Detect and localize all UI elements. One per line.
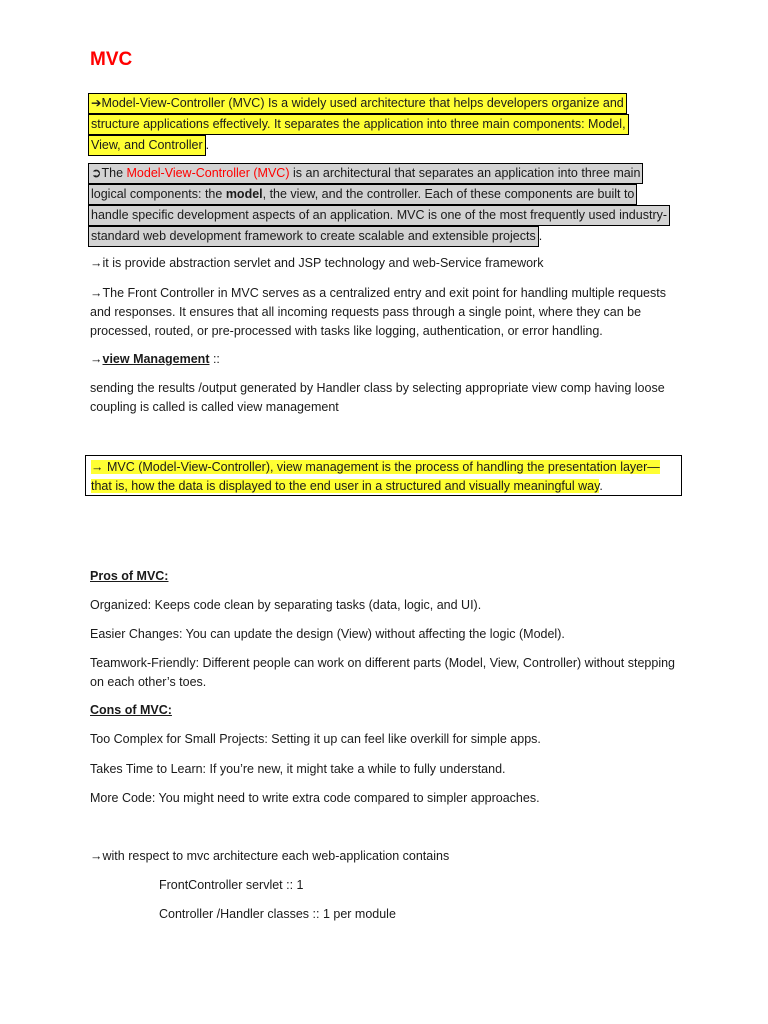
p2-line-4: standard web development framework to create scalable and extensible projects — [88, 226, 539, 247]
view-management-box: → MVC (Model-View-Controller), view management is the process of handling the presentation layer— that is, how the data is displayed to the end user in a structured and visually meaningful way. — [85, 455, 682, 496]
list-item: Controller /Handler classes :: 1 per module — [159, 907, 396, 921]
view-management-heading: view Management — [102, 352, 210, 366]
mvc-definition-2: ➲The Model-View-Controller (MVC) is an architectural that separates an application into three main logical components: the model, the view, and the controller. Each of these components are built to handle specific development aspects of an application. MVC is one of the most frequently used industry- standard web development framework to create scalable and extensible projects . — [88, 163, 670, 247]
cons-heading: Cons of MVC: — [90, 703, 172, 717]
p1-line-3: View, and Controller — [88, 135, 206, 156]
front-controller-paragraph: →The Front Controller in MVC serves as a centralized entry and exit point for handling multiple requests and responses. It ensures that all incoming requests pass through a single point, where they can be processed, routed, or pre-processed with tasks like logging, authentication, or error handling. — [90, 286, 666, 338]
p7-line-1: → MVC (Model-View-Controller), view management is the process of handling the presentation layer— — [91, 460, 660, 474]
abstraction-paragraph: →it is provide abstraction servlet and JSP technology and web-Service framework — [90, 256, 544, 270]
arrow-icon: ➲ — [91, 166, 102, 180]
cons-item: Takes Time to Learn: If you’re new, it might take a while to fully understand. — [90, 762, 506, 776]
view-management-heading-line: →view Management :: — [90, 352, 220, 366]
p2-line-2: logical components: the model, the view, and the controller. Each of these components are built to — [88, 184, 637, 205]
doc-title: MVC — [90, 49, 133, 70]
p2-line-3: handle specific development aspects of an application. MVC is one of the most frequently used industry- — [88, 205, 670, 226]
cons-item: Too Complex for Small Projects: Setting it up can feel like overkill for simple apps. — [90, 732, 541, 746]
arrow-icon: → — [90, 352, 103, 366]
p1-line-1: ➔Model-View-Controller (MVC) Is a widely used architecture that helps developers organize and — [88, 93, 627, 114]
model-term: model — [225, 187, 263, 201]
p7-line-2: that is, how the data is displayed to the end user in a structured and visually meaningful way — [91, 479, 600, 493]
mvc-definition-1: ➔Model-View-Controller (MVC) Is a widely used architecture that helps developers organize and structure applications effectively. It separates the application into three main components: Model, View, and Controller . — [88, 93, 629, 156]
p2-line-1: ➲The Model-View-Controller (MVC) is an architectural that separates an application into three main — [88, 163, 643, 184]
pros-item: Teamwork-Friendly: Different people can work on different parts (Model, View, Controller) without stepping on each other’s toes. — [90, 656, 676, 689]
pros-item: Organized: Keeps code clean by separating tasks (data, logic, and UI). — [90, 598, 482, 612]
cons-item: More Code: You might need to write extra code compared to simpler approaches. — [90, 791, 540, 805]
arrow-icon: ➔ — [91, 96, 102, 110]
pros-item: Easier Changes: You can update the design (View) without affecting the logic (Model). — [90, 627, 565, 641]
mvc-term: Model-View-Controller (MVC) — [126, 166, 290, 180]
p1-line-2: structure applications effectively. It separates the application into three main components: Model, — [88, 114, 629, 135]
pros-heading: Pros of MVC: — [90, 569, 169, 583]
web-app-contains-paragraph: →with respect to mvc architecture each web-application contains — [90, 849, 450, 863]
view-management-paragraph: sending the results /output generated by Handler class by selecting appropriate view comp having loose coupling is called is called view management — [90, 381, 665, 414]
arrow-icon: → — [91, 460, 107, 474]
list-item: FrontController servlet :: 1 — [159, 878, 304, 892]
